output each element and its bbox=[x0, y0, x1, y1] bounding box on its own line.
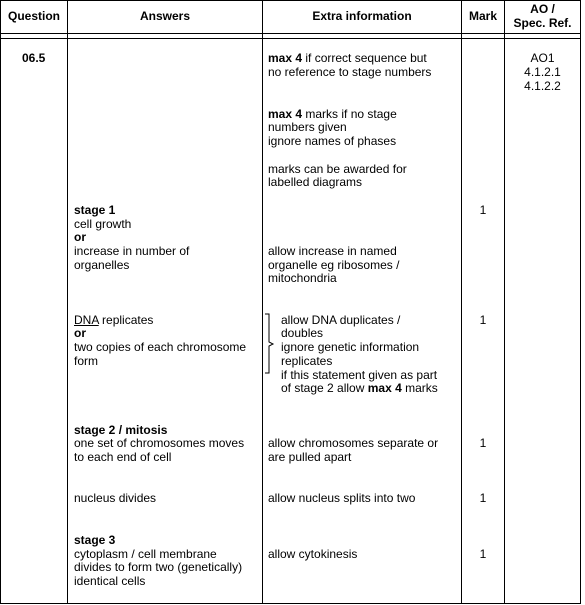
text: replicates bbox=[98, 313, 154, 327]
table-bottom-border bbox=[0, 603, 581, 604]
stage2-title: stage 2 / mitosis bbox=[74, 423, 168, 437]
answer-line: to each end of cell bbox=[74, 450, 172, 464]
answer-line: divides to form two (genetically) bbox=[74, 560, 243, 574]
answer-line: identical cells bbox=[74, 574, 146, 588]
extra-intro-line: no reference to stage numbers bbox=[268, 65, 432, 79]
extra-intro-line: numbers given bbox=[268, 120, 347, 134]
stage1-title: stage 1 bbox=[74, 203, 116, 217]
extra-line: doubles bbox=[281, 326, 324, 340]
extra-line: allow chromosomes separate or bbox=[268, 436, 439, 450]
extra-intro-line bbox=[268, 52, 427, 66]
extra-line: allow DNA duplicates / bbox=[281, 313, 401, 327]
ao-reference: AO1 bbox=[530, 51, 555, 65]
text: if correct sequence but bbox=[302, 51, 427, 65]
extra-line: allow nucleus splits into two bbox=[268, 491, 416, 505]
extra-line: mitochondria bbox=[268, 271, 337, 285]
extra-line: replicates bbox=[281, 354, 333, 368]
stage3-title: stage 3 bbox=[74, 533, 116, 547]
column-divider bbox=[580, 0, 581, 604]
column-divider bbox=[67, 0, 68, 604]
header-ao-spec-ref bbox=[505, 2, 580, 30]
extra-line: ignore genetic information bbox=[281, 340, 420, 354]
table-top-border bbox=[0, 0, 581, 1]
extra-intro-line: ignore names of phases bbox=[268, 134, 397, 148]
underlined-text: DNA bbox=[74, 313, 99, 327]
column-divider bbox=[0, 0, 1, 604]
header-ao-line2: Spec. Ref. bbox=[513, 16, 572, 30]
question-number: 06.5 bbox=[22, 51, 46, 65]
answer-line: one set of chromosomes moves bbox=[74, 436, 245, 450]
bold-text: max 4 bbox=[268, 51, 303, 65]
answer-line: two copies of each chromosome bbox=[74, 340, 247, 354]
header-extra-information: Extra information bbox=[312, 9, 412, 23]
header-ao-line1: AO / bbox=[530, 2, 555, 16]
or-label: or bbox=[74, 326, 86, 340]
bracket-brace bbox=[263, 313, 275, 375]
answer-line: form bbox=[74, 354, 98, 368]
extra-line: are pulled apart bbox=[268, 450, 352, 464]
header-answers: Answers bbox=[139, 9, 191, 23]
answer-line: cell growth bbox=[74, 217, 132, 231]
bold-text: max 4 bbox=[268, 107, 303, 121]
header-question: Question bbox=[7, 9, 60, 23]
column-divider bbox=[262, 0, 263, 604]
mark-value: 1 bbox=[479, 491, 487, 505]
text: marks if no stage bbox=[302, 107, 397, 121]
column-divider bbox=[461, 0, 462, 604]
header-double-border bbox=[0, 38, 581, 39]
extra-line: if this statement given as part bbox=[281, 368, 438, 382]
extra-line bbox=[281, 382, 438, 396]
answer-line: nucleus divides bbox=[74, 491, 157, 505]
answer-line: cytoplasm / cell membrane bbox=[74, 547, 217, 561]
answer-line: increase in number of bbox=[74, 244, 190, 258]
mark-value: 1 bbox=[479, 436, 487, 450]
text: of stage 2 allow bbox=[281, 381, 368, 395]
header-mark: Mark bbox=[468, 9, 497, 23]
extra-intro-line: labelled diagrams bbox=[268, 175, 363, 189]
spec-reference: 4.1.2.1 bbox=[524, 65, 561, 79]
bold-text: max 4 bbox=[367, 381, 402, 395]
answer-line: organelles bbox=[74, 258, 130, 272]
extra-line: allow increase in named bbox=[268, 244, 397, 258]
text: marks bbox=[401, 381, 438, 395]
mark-value: 1 bbox=[479, 313, 487, 327]
spec-reference: 4.1.2.2 bbox=[524, 79, 561, 93]
extra-line: organelle eg ribosomes / bbox=[268, 258, 400, 272]
extra-intro-line: marks can be awarded for bbox=[268, 162, 407, 176]
header-bottom-border bbox=[0, 33, 581, 34]
extra-line: allow cytokinesis bbox=[268, 547, 358, 561]
mark-value: 1 bbox=[479, 203, 487, 217]
or-label: or bbox=[74, 230, 86, 244]
mark-value: 1 bbox=[479, 547, 487, 561]
